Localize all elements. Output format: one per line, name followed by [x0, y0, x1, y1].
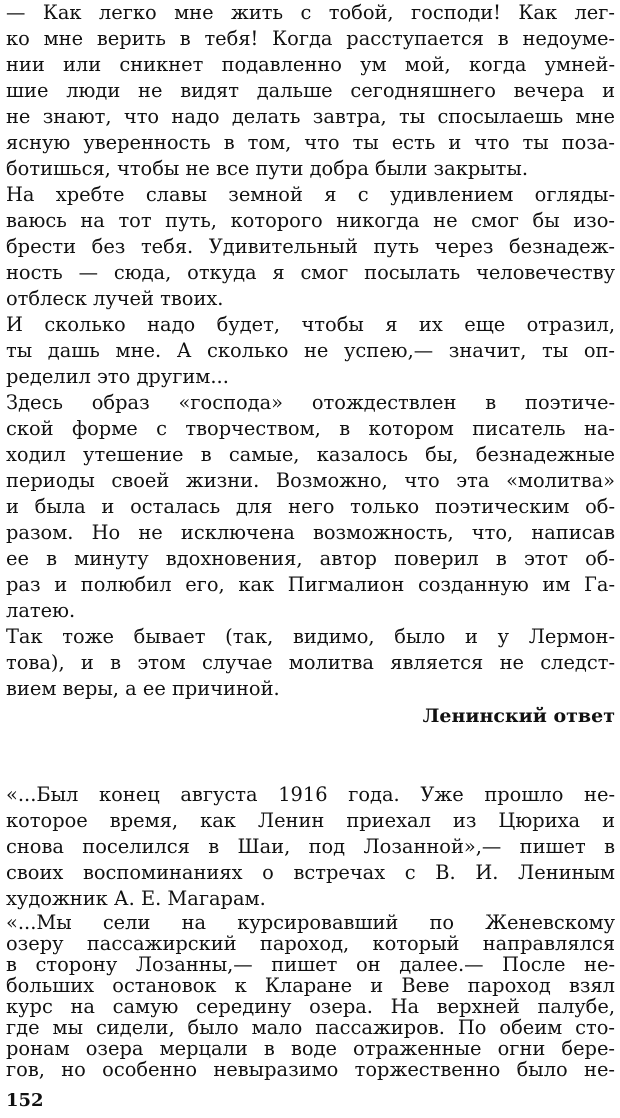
text-line: ты дашь мне. А сколько не успею,— значит, ты оп- [6, 339, 615, 362]
text-line: где мы сидели, было мало пассажиров. По обеим сто- [6, 1016, 615, 1039]
text-line: ваюсь на тот путь, которого никогда не смог бы изо- [6, 209, 615, 232]
text-line: «...Мы сели на курсировавший по Женевскому [6, 911, 615, 934]
section-heading: Ленинский ответ [422, 705, 615, 727]
text-line: вием веры, а ее причиной. [6, 677, 280, 700]
text-line: Здесь образ «господа» отождествлен в поэтиче- [6, 391, 615, 414]
text-line: И сколько надо будет, чтобы я их еще отразил, [6, 313, 615, 336]
text-line: ко мне верить в тебя! Когда расступается в недоуме- [6, 27, 615, 50]
text-line: На хребте славы земной я с удивлением огляды- [6, 183, 615, 206]
text-line: раз и полюбил его, как Пигмалион созданную им Га- [6, 573, 615, 596]
text-line: ность — сюда, откуда я смог посылать человечеству [6, 261, 615, 284]
text-line: брести без тебя. Удивительный путь через безнадеж- [6, 235, 615, 258]
text-line: и была и осталась для него только поэтическим об- [6, 495, 615, 518]
text-line: ясную уверенность в том, что ты есть и что ты поза- [6, 131, 615, 154]
text-line: больших остановок к Кларане и Веве пароход взял [6, 974, 615, 997]
text-line: периоды своей жизни. Возможно, что эта «молитва» [6, 469, 615, 492]
text-line: — Как легко мне жить с тобой, господи! Как лег- [6, 1, 615, 24]
text-line: не знают, что надо делать завтра, ты спосылаешь мне [6, 105, 615, 128]
book-page [6, 0, 615, 1118]
page-number: 152 [6, 1090, 44, 1111]
text-line: това), и в этом случае молитва является не следст- [6, 651, 615, 674]
text-line: ботишься, чтобы не все пути добра были закрыты. [6, 157, 528, 180]
text-line: нии или сникнет подавленно ум мой, когда умней- [6, 53, 615, 76]
text-line: ронам озера мерцали в воде отраженные огни бере- [6, 1037, 615, 1060]
text-line: Так тоже бывает (так, видимо, было и у Лермон- [6, 625, 615, 648]
text-line: ходил утешение в самые, казалось бы, безнадежные [6, 443, 615, 466]
text-line: разом. Но не исключена возможность, что, написав [6, 521, 615, 544]
text-line: гов, но особенно невыразимо торжественно было не- [6, 1059, 615, 1080]
text-line: ее в минуту вдохновения, автор поверил в этот об- [6, 547, 615, 570]
text-line: озеру пассажирский пароход, который направлялся [6, 932, 615, 955]
text-line: ределил это другим... [6, 365, 229, 388]
text-line: художник А. Е. Магарам. [6, 887, 266, 910]
text-line: «...Был конец августа 1916 года. Уже прошло не- [6, 783, 615, 806]
text-line: в сторону Лозанны,— пишет он далее.— После не- [6, 953, 615, 976]
text-line: курс на самую середину озера. На верхней палубе, [6, 995, 615, 1018]
text-line: шие люди не видят дальше сегодняшнего вечера и [6, 79, 615, 102]
text-line: своих воспоминаниях о встречах с В. И. Лениным [6, 861, 615, 884]
text-line: снова поселился в Шаи, под Лозанной»,— пишет в [6, 835, 615, 858]
text-line: ской форме с творчеством, в котором писатель на- [6, 417, 615, 440]
text-line: латею. [6, 599, 76, 622]
text-line: которое время, как Ленин приехал из Цюриха и [6, 809, 615, 832]
text-line: отблеск лучей твоих. [6, 287, 224, 310]
